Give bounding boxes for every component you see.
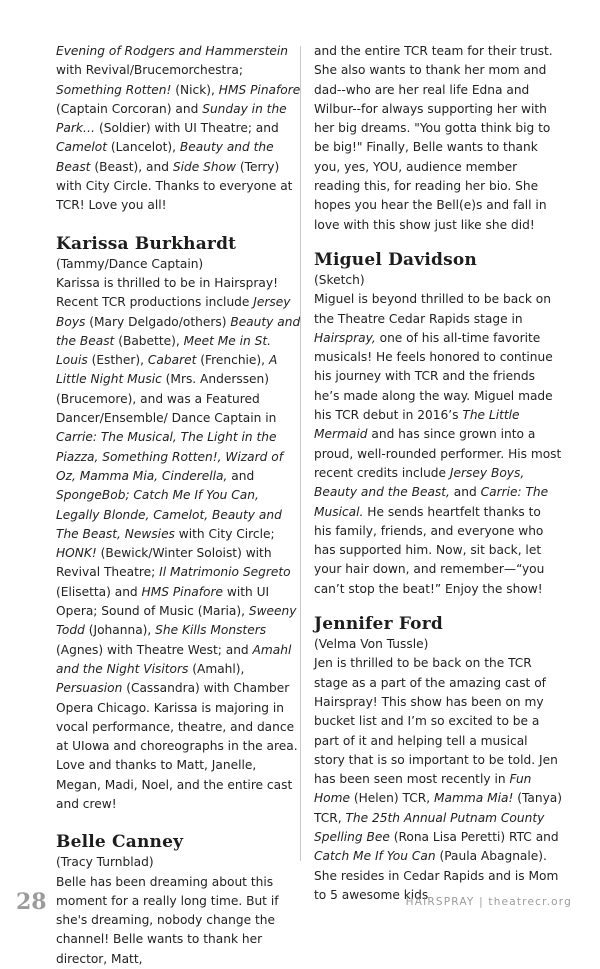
website-link[interactable]: theatrecr.org — [488, 896, 572, 908]
italic-title: SpongeBob; Catch Me If You Can, Legally Blonde, Camelot, Beauty and The Beast, Newsies — [56, 488, 282, 541]
italic-title: Sunday in the Park… — [56, 101, 287, 136]
footer-separator: | — [479, 896, 484, 908]
page-footer — [0, 884, 600, 920]
italic-title: The 25th Annual Putnam County Spelling Bee — [314, 810, 545, 844]
italic-title: Catch Me If You Can — [314, 849, 436, 864]
italic-title: Hairspray, — [314, 330, 376, 345]
performer-name: Jennifer Ford — [314, 614, 443, 635]
text-run: (Tanya) TCR, — [314, 791, 563, 825]
text-run: (Rona Lisa Peretti) RTC and — [389, 829, 559, 844]
text-run: (Johanna), — [84, 623, 156, 638]
bio-jennifer-ford — [314, 613, 562, 905]
italic-title: HMS Pinafore — [218, 82, 301, 97]
italic-title: HONK! — [56, 546, 97, 561]
left-column — [56, 42, 304, 969]
italic-title: Beauty and the Beast — [56, 314, 301, 348]
performer-bio-text — [314, 654, 562, 905]
text-run: (Cassandra) with Chamber Opera Chicago. Karissa is majoring in vocal performance, theatre, and dance at UIowa and choreographs in the area. Love and thanks to Matt, Janelle, Megan, Madi, Noel, and the entire cast and crew! — [56, 681, 298, 811]
text-run: with UI Opera; Sound of Music (Maria), — [56, 584, 270, 619]
text-run: Jen is thrilled to be back on the TCR stage as a part of the amazing cast of Hairspray! This show has been on my bucket list and I’m so excited to be a part of it and helping tell a musical story that is so important to be told. Jen has been seen most recently in — [314, 656, 558, 787]
text-run: (Soldier) with UI Theatre; and — [95, 121, 279, 136]
bio-karissa-burkhardt — [56, 233, 304, 815]
page-number: 28 — [16, 889, 47, 915]
text-run: (Helen) TCR, — [350, 791, 434, 806]
text-run: and — [449, 485, 481, 500]
text-run: (Elisetta) and — [56, 584, 142, 599]
text-run: (Terry) with City Circle. Thanks to everyone at TCR! Love you all! — [56, 159, 293, 213]
column-divider — [300, 46, 301, 861]
italic-title: Mamma Mia! — [434, 791, 514, 806]
text-run: (Nick), — [171, 82, 219, 97]
performer-bio-text — [314, 290, 562, 599]
bio-continuation-text — [314, 42, 562, 235]
text-run: (Mary Delgado/others) — [85, 314, 231, 329]
italic-title: Something Rotten! — [56, 82, 172, 97]
performer-role: (Tammy/Dance Captain) — [56, 256, 204, 271]
italic-title: Amahl and the Night Visitors — [56, 642, 292, 676]
text-run: (Bewick/Winter Soloist) with Revival Theatre; — [56, 546, 272, 580]
right-column — [314, 42, 562, 905]
text-run: Belle has been dreaming about this moment for a really long time. But if she's dreaming, nobody change the channel! Belle wants to thank her director, Matt, — [56, 874, 279, 966]
text-run: (Amahl), — [188, 661, 245, 676]
performer-role: (Sketch) — [314, 272, 365, 287]
text-run: and — [227, 468, 255, 483]
performer-role: (Tracy Turnblad) — [56, 855, 154, 870]
italic-title: Evening of Rodgers and Hammerstein — [56, 44, 289, 58]
italic-title: Persuasion — [56, 681, 123, 696]
italic-title: Camelot — [56, 140, 107, 155]
performer-name: Belle Canney — [56, 832, 184, 853]
text-run: (Mrs. Anderssen) (Brucemore), and was a Featured Dancer/Ensemble/ Dance Captain in — [56, 372, 277, 426]
italic-title: Beauty and the Beast — [56, 140, 274, 174]
footer-credit — [406, 896, 572, 908]
bio-continuation-text — [56, 42, 304, 216]
italic-title: Il Matrimonio Segreto — [159, 565, 291, 580]
text-run: (Esther), — [87, 353, 148, 368]
text-run: and has since grown into a proud, well-rounded performer. His most recent credits include — [314, 427, 562, 480]
performer-role: (Velma Von Tussle) — [314, 637, 429, 652]
performer-bio-text — [56, 274, 304, 814]
performer-name: Karissa Burkhardt — [56, 233, 237, 254]
text-run: (Lancelot), — [106, 140, 180, 155]
text-run: (Agnes) with Theatre West; and — [56, 642, 253, 657]
italic-title: Side Show — [172, 159, 236, 174]
italic-title: Meet Me in St. Louis — [56, 333, 272, 368]
italic-title: Cabaret — [147, 353, 197, 368]
text-run: (Paula Abagnale). She resides in Cedar Rapids and is Mom to 5 awesome kids — [314, 849, 559, 902]
text-run: Karissa is thrilled to be in Hairspray! Recent TCR productions include — [56, 275, 278, 310]
bio-miguel-davidson — [314, 249, 562, 599]
italic-title: Carrie: The Musical, The Light in the Piazza, Something Rotten!, Wizard of Oz, Mamma Mia, Cinderella, — [56, 430, 284, 483]
text-run: with Revival/Brucemorchestra; — [56, 63, 243, 78]
text-run: He sends heartfelt thanks to his family, friends, and everyone who has supported him. Now, sit back, let your hair down, and remember—“you can’t stop the beat!” Enjoy the show! — [314, 504, 545, 596]
italic-title: Jersey Boys, Beauty and the Beast, — [314, 465, 525, 500]
text-run: with City Circle; — [174, 526, 275, 541]
text-run: (Captain Corcoran) and — [56, 101, 203, 116]
italic-title: Sweeny Todd — [56, 604, 297, 638]
italic-title: Jersey Boys — [56, 295, 291, 329]
show-title: HAIRSPRAY — [405, 896, 475, 908]
italic-title: HMS Pinafore — [141, 584, 224, 599]
text-run: (Babette), — [114, 333, 184, 348]
italic-title: She Kills Monsters — [155, 623, 267, 638]
text-run: (Beast), and — [90, 159, 173, 174]
italic-title: The Little Mermaid — [314, 408, 520, 442]
performer-name: Miguel Davidson — [314, 249, 477, 270]
text-run: one of his all-time favorite musicals! He feels honored to continue his journey with TCR and the friends he’s made along the way. Miguel made his TCR debut in 2016’s — [314, 330, 553, 423]
italic-title: A Little Night Music — [56, 353, 278, 387]
italic-title: Carrie: The Musical. — [314, 485, 549, 519]
italic-title: Fun Home — [314, 772, 532, 806]
text-run: and the entire TCR team for their trust. She also wants to thank her mom and dad--who are her real life Edna and Wilbur--for always supporting her with her big dreams. "You gotta think big to be big!" Finally, Belle wants to thank you, yes, YOU, audience member reading this, for reading her bio. She hopes you hear the Bell(e)s and fall in love with this show just like she did! — [314, 44, 553, 232]
text-run: (Frenchie), — [196, 353, 269, 368]
text-run: Miguel is beyond thrilled to be back on the Theatre Cedar Rapids stage in — [314, 292, 551, 326]
